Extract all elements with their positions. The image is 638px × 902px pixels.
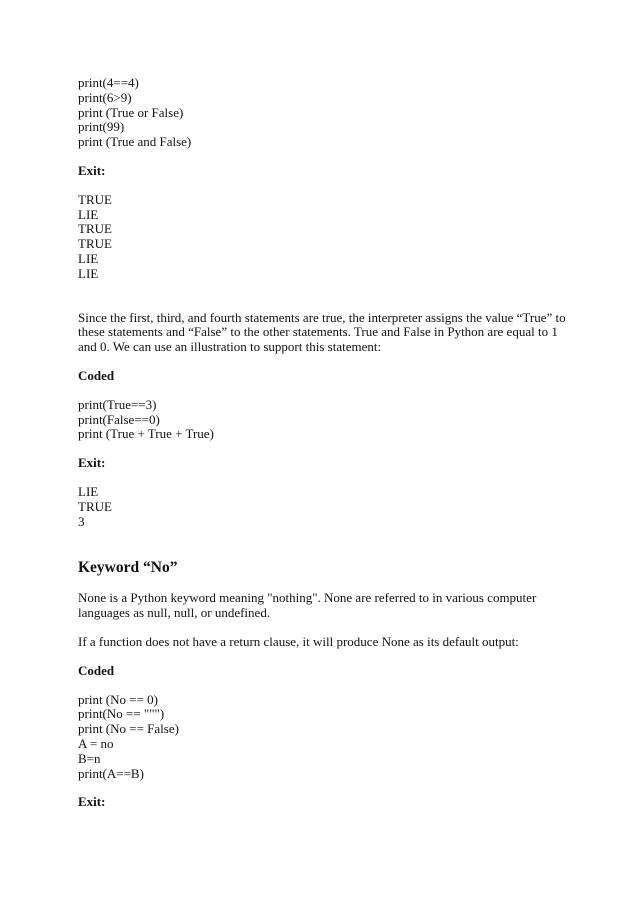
output-block-1 xyxy=(78,193,578,282)
output-line: 3 xyxy=(78,513,85,529)
coded-label-2: Coded xyxy=(78,662,115,678)
code-line: print (True + True + True) xyxy=(78,426,214,442)
output-line: TRUE xyxy=(78,221,112,237)
code-block-3 xyxy=(78,693,578,782)
output-block-2 xyxy=(78,485,578,529)
code-line: print (True or False) xyxy=(78,104,184,120)
code-line: B=n xyxy=(78,750,101,766)
output-line: LIE xyxy=(78,250,99,266)
output-line: LIE xyxy=(78,483,99,499)
exit-label-3: Exit: xyxy=(78,794,106,810)
code-block-2 xyxy=(78,398,578,442)
output-line: LIE xyxy=(78,265,99,281)
code-line: print (No == False) xyxy=(78,721,179,737)
code-line: print(True==3) xyxy=(78,396,157,412)
code-line: print(4==4) xyxy=(78,75,139,90)
paragraph-return: If a function does not have a return clause, it will produce None as its default output: xyxy=(78,633,519,649)
output-line: LIE xyxy=(78,206,99,222)
output-line: TRUE xyxy=(78,191,112,207)
paragraph-none: None is a Python keyword meaning "nothing". None are referred to in various computer languages as null, null, or undefined. xyxy=(78,590,537,621)
code-line: print (True and False) xyxy=(78,134,192,150)
output-line: TRUE xyxy=(78,498,112,514)
code-line: A = no xyxy=(78,735,114,751)
code-block-1 xyxy=(78,76,578,150)
code-line: print(A==B) xyxy=(78,765,144,781)
paragraph-true-false: Since the first, third, and fourth statements are true, the interpreter assigns the value “True” to these statements and “False” to the other statements. True and False in Python are equal to 1 and 0. We can use an illustration to support this statement: xyxy=(78,309,566,355)
section-heading: Keyword “No” xyxy=(78,559,178,577)
coded-label-1: Coded xyxy=(78,367,115,383)
exit-label-2: Exit: xyxy=(78,455,106,471)
code-line: print (No == 0) xyxy=(78,691,159,707)
page-content xyxy=(78,76,578,810)
code-line: print(False==0) xyxy=(78,411,160,427)
exit-label-1: Exit: xyxy=(78,162,106,178)
code-line: print(No == """) xyxy=(78,706,165,722)
output-line: TRUE xyxy=(78,236,112,252)
code-line: print(99) xyxy=(78,119,125,135)
code-line: print(6>9) xyxy=(78,89,132,105)
